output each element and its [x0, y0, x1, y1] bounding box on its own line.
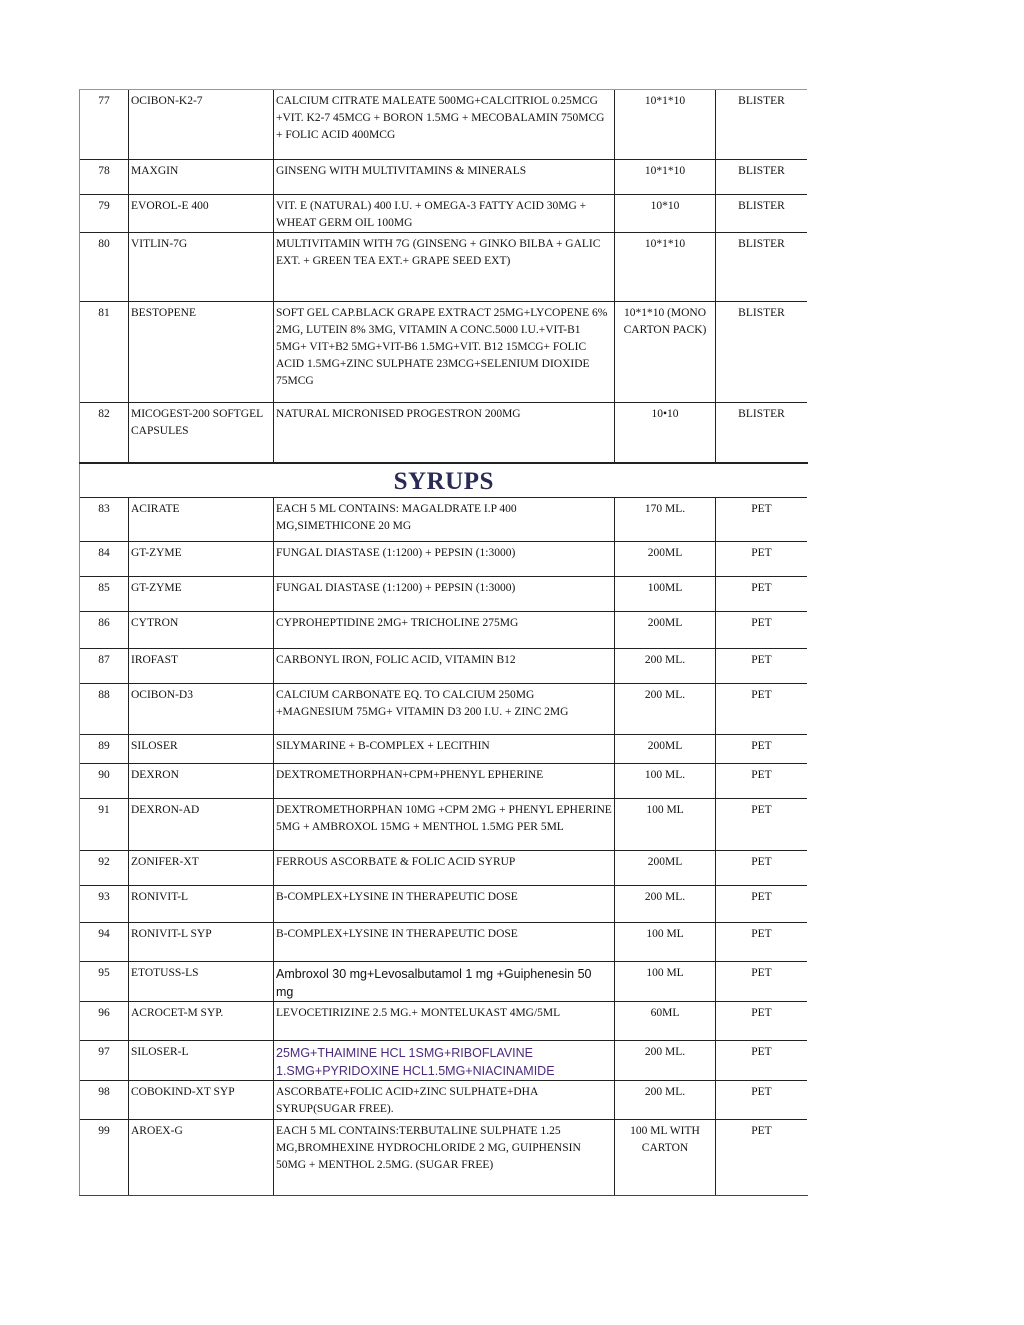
serial-number-cell: 82	[80, 403, 129, 463]
composition-cell: B-COMPLEX+LYSINE IN THERAPEUTIC DOSE	[274, 886, 615, 923]
table-row	[80, 1041, 808, 1081]
product-name-cell: RONIVIT-L	[129, 886, 274, 923]
composition-cell: EACH 5 ML CONTAINS: MAGALDRATE I.P 400 MG,SIMETHICONE 20 MG	[274, 498, 615, 542]
composition-cell: FERROUS ASCORBATE & FOLIC ACID SYRUP	[274, 851, 615, 886]
composition-cell: CALCIUM CITRATE MALEATE 500MG+CALCITRIOL 0.25MCG +VIT. K2-7 45MCG + BORON 1.5MG + MECOBALAMIN 750MCG + FOLIC ACID 400MCG	[274, 90, 615, 160]
table-row	[80, 498, 808, 542]
pack-size-cell: 100 ML	[615, 799, 716, 851]
product-name-cell: OCIBON-K2-7	[129, 90, 274, 160]
packing-type-cell: BLISTER	[716, 195, 808, 233]
product-name-cell: MAXGIN	[129, 160, 274, 195]
composition-cell: CALCIUM CARBONATE EQ. TO CALCIUM 250MG +MAGNESIUM 75MG+ VITAMIN D3 200 I.U. + ZINC 2MG	[274, 684, 615, 735]
packing-type-cell: PET	[716, 649, 808, 684]
product-name-cell: ZONIFER-XT	[129, 851, 274, 886]
composition-cell: FUNGAL DIASTASE (1:1200) + PEPSIN (1:3000)	[274, 542, 615, 577]
serial-number-cell: 88	[80, 684, 129, 735]
product-name-cell: EVOROL-E 400	[129, 195, 274, 233]
composition-cell: CYPROHEPTIDINE 2MG+ TRICHOLINE 275MG	[274, 612, 615, 649]
pack-size-cell: 10•10	[615, 403, 716, 463]
composition-cell: ASCORBATE+FOLIC ACID+ZINC SULPHATE+DHA SYRUP(SUGAR FREE).	[274, 1081, 615, 1120]
table-row	[80, 302, 808, 403]
table-row	[80, 542, 808, 577]
composition-cell: CARBONYL IRON, FOLIC ACID, VITAMIN B12	[274, 649, 615, 684]
table-row	[80, 195, 808, 233]
product-name-cell: GT-ZYME	[129, 577, 274, 612]
product-name-cell: ACROCET-M SYP.	[129, 1002, 274, 1041]
packing-type-cell: PET	[716, 962, 808, 1002]
product-table	[79, 89, 808, 1196]
table-row	[80, 577, 808, 612]
serial-number-cell: 90	[80, 764, 129, 799]
product-name-cell: SILOSER-L	[129, 1041, 274, 1081]
serial-number-cell: 99	[80, 1120, 129, 1196]
pack-size-cell: 200 ML.	[615, 649, 716, 684]
composition-cell: LEVOCETIRIZINE 2.5 MG.+ MONTELUKAST 4MG/5ML	[274, 1002, 615, 1041]
table-row	[80, 735, 808, 764]
table-row	[80, 764, 808, 799]
packing-type-cell: BLISTER	[716, 160, 808, 195]
product-name-cell: AROEX-G	[129, 1120, 274, 1196]
composition-cell: VIT. E (NATURAL) 400 I.U. + OMEGA-3 FATTY ACID 30MG + WHEAT GERM OIL 100MG	[274, 195, 615, 233]
composition-cell: FUNGAL DIASTASE (1:1200) + PEPSIN (1:3000)	[274, 577, 615, 612]
packing-type-cell: BLISTER	[716, 302, 808, 403]
table-row	[80, 1120, 808, 1196]
pack-size-cell: 60ML	[615, 1002, 716, 1041]
product-name-cell: COBOKIND-XT SYP	[129, 1081, 274, 1120]
composition-cell: NATURAL MICRONISED PROGESTRON 200MG	[274, 403, 615, 463]
pack-size-cell: 200ML	[615, 542, 716, 577]
packing-type-cell: PET	[716, 851, 808, 886]
serial-number-cell: 80	[80, 233, 129, 302]
composition-cell: Ambroxol 30 mg+Levosalbutamol 1 mg +Guiphenesin 50 mg	[274, 962, 615, 1002]
serial-number-cell: 94	[80, 923, 129, 962]
table-row	[80, 1002, 808, 1041]
packing-type-cell: PET	[716, 799, 808, 851]
product-name-cell: BESTOPENE	[129, 302, 274, 403]
product-name-cell: GT-ZYME	[129, 542, 274, 577]
pack-size-cell: 10*1*10	[615, 160, 716, 195]
product-name-cell: RONIVIT-L SYP	[129, 923, 274, 962]
product-name-cell: ETOTUSS-LS	[129, 962, 274, 1002]
product-name-cell: OCIBON-D3	[129, 684, 274, 735]
composition-cell: SOFT GEL CAP.BLACK GRAPE EXTRACT 25MG+LYCOPENE 6% 2MG, LUTEIN 8% 3MG, VITAMIN A CONC.5000 I.U.+VIT-B1 5MG+ VIT+B2 5MG+VIT-B6 1.5MG+VIT. B12 15MCG+ FOLIC ACID 1.5MG+ZINC SULPHATE 23MCG+SELENIUM DIOXIDE 75MCG	[274, 302, 615, 403]
composition-cell: DEXTROMETHORPHAN 10MG +CPM 2MG + PHENYL EPHERINE 5MG + AMBROXOL 15MG + MENTHOL 1.5MG PER 5ML	[274, 799, 615, 851]
pack-size-cell: 200ML	[615, 612, 716, 649]
serial-number-cell: 85	[80, 577, 129, 612]
packing-type-cell: BLISTER	[716, 233, 808, 302]
serial-number-cell: 89	[80, 735, 129, 764]
table-row	[80, 923, 808, 962]
serial-number-cell: 92	[80, 851, 129, 886]
serial-number-cell: 93	[80, 886, 129, 923]
serial-number-cell: 78	[80, 160, 129, 195]
packing-type-cell: PET	[716, 1081, 808, 1120]
tablet-rows	[80, 90, 808, 463]
serial-number-cell: 84	[80, 542, 129, 577]
product-name-cell: ACIRATE	[129, 498, 274, 542]
pack-size-cell: 100 ML.	[615, 764, 716, 799]
packing-type-cell: PET	[716, 542, 808, 577]
serial-number-cell: 77	[80, 90, 129, 160]
serial-number-cell: 83	[80, 498, 129, 542]
packing-type-cell: PET	[716, 612, 808, 649]
pack-size-cell: 100 ML	[615, 923, 716, 962]
packing-type-cell: BLISTER	[716, 90, 808, 160]
packing-type-cell: PET	[716, 923, 808, 962]
pack-size-cell: 10*1*10	[615, 90, 716, 160]
packing-type-cell: PET	[716, 1120, 808, 1196]
pack-size-cell: 200ML	[615, 735, 716, 764]
composition-cell: MULTIVITAMIN WITH 7G (GINSENG + GINKO BILBA + GALIC EXT. + GREEN TEA EXT.+ GRAPE SEED EXT)	[274, 233, 615, 302]
product-name-cell: CYTRON	[129, 612, 274, 649]
table-row	[80, 799, 808, 851]
serial-number-cell: 95	[80, 962, 129, 1002]
table-row	[80, 612, 808, 649]
table-row	[80, 684, 808, 735]
pack-size-cell: 10*10	[615, 195, 716, 233]
pack-size-cell: 10*1*10 (MONO CARTON PACK)	[615, 302, 716, 403]
packing-type-cell: PET	[716, 498, 808, 542]
packing-type-cell: PET	[716, 886, 808, 923]
serial-number-cell: 96	[80, 1002, 129, 1041]
pack-size-cell: 100ML	[615, 577, 716, 612]
pack-size-cell: 100 ML WITH CARTON	[615, 1120, 716, 1196]
composition-cell: 25MG+THAIMINE HCL 1SMG+RIBOFLAVINE 1.SMG+PYRIDOXINE HCL1.5MG+NIACINAMIDE	[274, 1041, 615, 1081]
table-row	[80, 160, 808, 195]
packing-type-cell: PET	[716, 577, 808, 612]
section-header	[80, 463, 808, 498]
serial-number-cell: 98	[80, 1081, 129, 1120]
product-name-cell: SILOSER	[129, 735, 274, 764]
table-row	[80, 649, 808, 684]
serial-number-cell: 97	[80, 1041, 129, 1081]
packing-type-cell: PET	[716, 684, 808, 735]
table-row	[80, 90, 808, 160]
serial-number-cell: 81	[80, 302, 129, 403]
section-title: SYRUPS	[393, 467, 494, 495]
pack-size-cell: 200 ML.	[615, 1081, 716, 1120]
pack-size-cell: 200 ML.	[615, 886, 716, 923]
pack-size-cell: 200 ML.	[615, 1041, 716, 1081]
pack-size-cell: 10*1*10	[615, 233, 716, 302]
pack-size-cell: 170 ML.	[615, 498, 716, 542]
serial-number-cell: 91	[80, 799, 129, 851]
packing-type-cell: PET	[716, 764, 808, 799]
section-header-cell	[80, 463, 808, 498]
table-row	[80, 962, 808, 1002]
serial-number-cell: 79	[80, 195, 129, 233]
product-name-cell: MICOGEST-200 SOFTGEL CAPSULES	[129, 403, 274, 463]
table-row	[80, 886, 808, 923]
table-row	[80, 851, 808, 886]
composition-cell: B-COMPLEX+LYSINE IN THERAPEUTIC DOSE	[274, 923, 615, 962]
product-name-cell: DEXRON-AD	[129, 799, 274, 851]
packing-type-cell: PET	[716, 1041, 808, 1081]
pack-size-cell: 100 ML	[615, 962, 716, 1002]
table-row	[80, 1081, 808, 1120]
pack-size-cell: 200 ML.	[615, 684, 716, 735]
composition-cell: SILYMARINE + B-COMPLEX + LECITHIN	[274, 735, 615, 764]
pack-size-cell: 200ML	[615, 851, 716, 886]
product-name-cell: VITLIN-7G	[129, 233, 274, 302]
product-name-cell: IROFAST	[129, 649, 274, 684]
packing-type-cell: PET	[716, 1002, 808, 1041]
product-name-cell: DEXRON	[129, 764, 274, 799]
syrup-rows	[80, 498, 808, 1196]
composition-cell: EACH 5 ML CONTAINS:TERBUTALINE SULPHATE 1.25 MG,BROMHEXINE HYDROCHLORIDE 2 MG, GUIPHENSIN 50MG + MENTHOL 2.5MG. (SUGAR FREE)	[274, 1120, 615, 1196]
composition-cell: DEXTROMETHORPHAN+CPM+PHENYL EPHERINE	[274, 764, 615, 799]
packing-type-cell: PET	[716, 735, 808, 764]
packing-type-cell: BLISTER	[716, 403, 808, 463]
serial-number-cell: 87	[80, 649, 129, 684]
table-row	[80, 233, 808, 302]
serial-number-cell: 86	[80, 612, 129, 649]
composition-cell: GINSENG WITH MULTIVITAMINS & MINERALS	[274, 160, 615, 195]
table-row	[80, 403, 808, 463]
product-list-sheet	[79, 89, 804, 1196]
section-header-row	[80, 463, 808, 498]
